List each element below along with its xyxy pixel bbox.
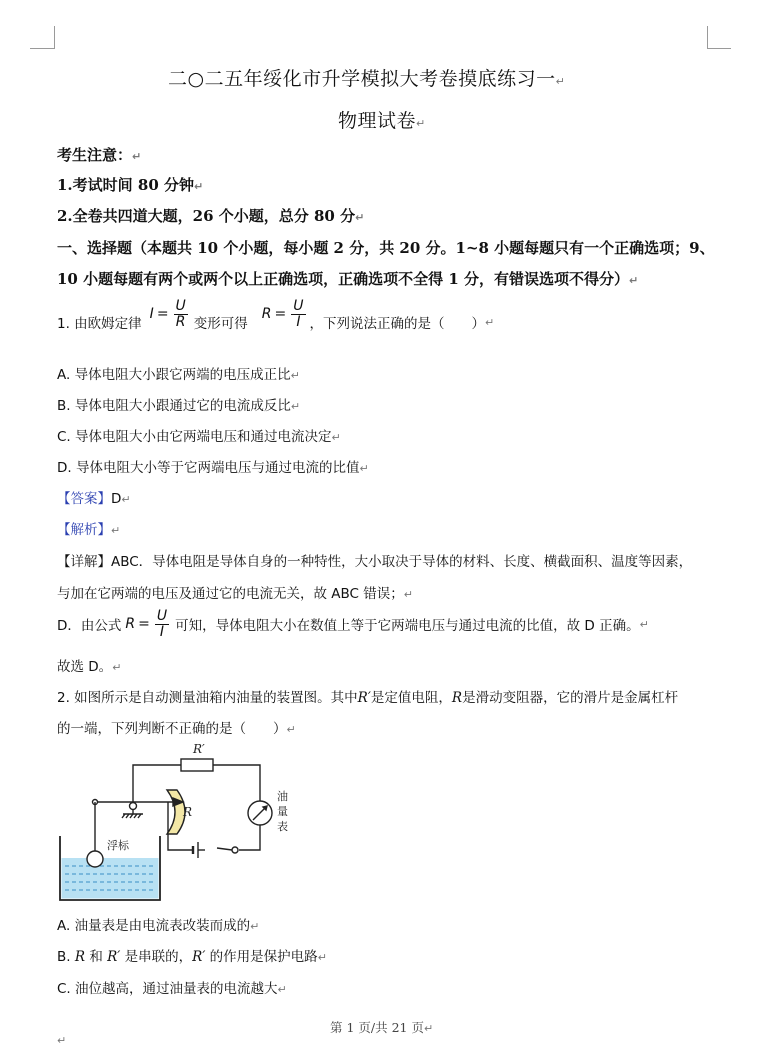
label-rprime: R′	[193, 742, 205, 756]
formula-ohms-law: I = $\frac{U}{R}$	[149, 297, 186, 330]
label-gauge-3: 表	[277, 820, 288, 833]
question-1-detail-line-2: 与加在它两端的电压及通过它的电流无关，故 ABC 错误；↵	[57, 586, 413, 602]
question-1-detail-line-1: 【详解】ABC．导体电阻是导体自身的一种特性，大小取决于导体的材料、长度、横截面积、温度等因素，	[57, 554, 693, 570]
question-2-option-b: B. R 和 R′ 是串联的，R′ 的作用是保护电路↵	[57, 949, 327, 965]
notice-item-2: 2.全卷共四道大题，26 个小题，总分 80 分↵	[57, 207, 365, 225]
crop-mark-top-right	[707, 48, 731, 49]
label-r: R	[183, 805, 193, 819]
question-1-middle: 变形可得	[193, 316, 248, 332]
question-1-analysis-label: 【解析】↵	[57, 522, 121, 538]
label-gauge-1: 油	[277, 790, 288, 803]
question-2-option-a: A. 油量表是由电流表改装而成的↵	[57, 918, 260, 934]
question-1-suffix: ，下列说法正确的是（ ）	[309, 316, 486, 332]
crop-mark-top-right-v	[707, 26, 708, 49]
question-1-option-a: A. 导体电阻大小跟它两端的电压成正比↵	[57, 367, 300, 383]
float-ball	[87, 851, 103, 867]
question-1-option-d: D. 导体电阻大小等于它两端电压与通过电流的比值↵	[57, 460, 369, 476]
wire-bottom-right	[239, 825, 260, 850]
label-gauge-2: 量	[277, 805, 288, 818]
notice-item-1: 1.考试时间 80 分钟↵	[57, 176, 204, 194]
oil-gauge-circuit-diagram	[55, 740, 315, 906]
oil-liquid	[62, 858, 159, 899]
switch-contact	[232, 847, 238, 853]
notice-heading: 考生注意：↵	[57, 146, 142, 164]
question-2-stem-line-2: 的一端，下列判断不正确的是（ ）↵	[57, 721, 296, 737]
section-1-instructions-line-1: 一、选择题（本题共 10 个小题，每小题 2 分，共 20 分。1~8 小题每题只有一个正确选项；9、	[57, 239, 715, 257]
question-1-stem: 1. 由欧姆定律 I = $\frac{U}{R}$ 变形可得 R = $\frac{U}{I}$ ，下列说法正确的是（ ） ↵	[57, 297, 495, 332]
question-1-answer: 【答案】D↵	[57, 491, 131, 507]
exam-title: 二○二五年绥化市升学模拟大考卷摸底练习一↵	[168, 68, 566, 90]
question-1-option-c: C. 导体电阻大小由它两端电压和通过电流决定↵	[57, 429, 341, 445]
wire-top-right	[213, 765, 260, 801]
question-1-prefix: 1. 由欧姆定律	[57, 316, 142, 332]
crop-mark-top-left	[30, 48, 54, 49]
question-1-detail-d: D．由公式 R = $\frac{U}{I}$ 可知，导体电阻大小在数值上等于它两端电压与通过电流的比值，故 D 正确。 ↵	[57, 607, 649, 640]
section-1-instructions-line-2: 10 小题每题有两个或两个以上正确选项，正确选项不全得 1 分，有错误选项不得分）↵	[57, 270, 639, 288]
lever-pivot	[130, 803, 137, 810]
formula-resistance: R = $\frac{U}{I}$	[261, 297, 304, 330]
switch-lever	[217, 848, 232, 850]
exam-subtitle: 物理试卷↵	[338, 110, 426, 132]
page-footer: 第 1 页/共 21 页↵	[330, 1020, 434, 1035]
formula-detail: R = $\frac{U}{I}$	[125, 607, 168, 640]
crop-mark-top-left-v	[54, 26, 55, 49]
resistor-rprime	[181, 759, 213, 771]
paragraph-mark: ↵	[57, 1034, 67, 1047]
question-1-option-b: B. 导体电阻大小跟通过它的电流成反比↵	[57, 398, 301, 414]
question-2-option-c: C. 油位越高，通过油量表的电流越大↵	[57, 981, 287, 997]
label-float: 浮标	[107, 839, 129, 852]
question-1-conclusion: 故选 D。↵	[57, 659, 122, 675]
question-2-stem-line-1: 2. 如图所示是自动测量油箱内油量的装置图。其中R′是定值电阻，R是滑动变阻器，它的滑片是金属杠杆	[57, 690, 679, 706]
